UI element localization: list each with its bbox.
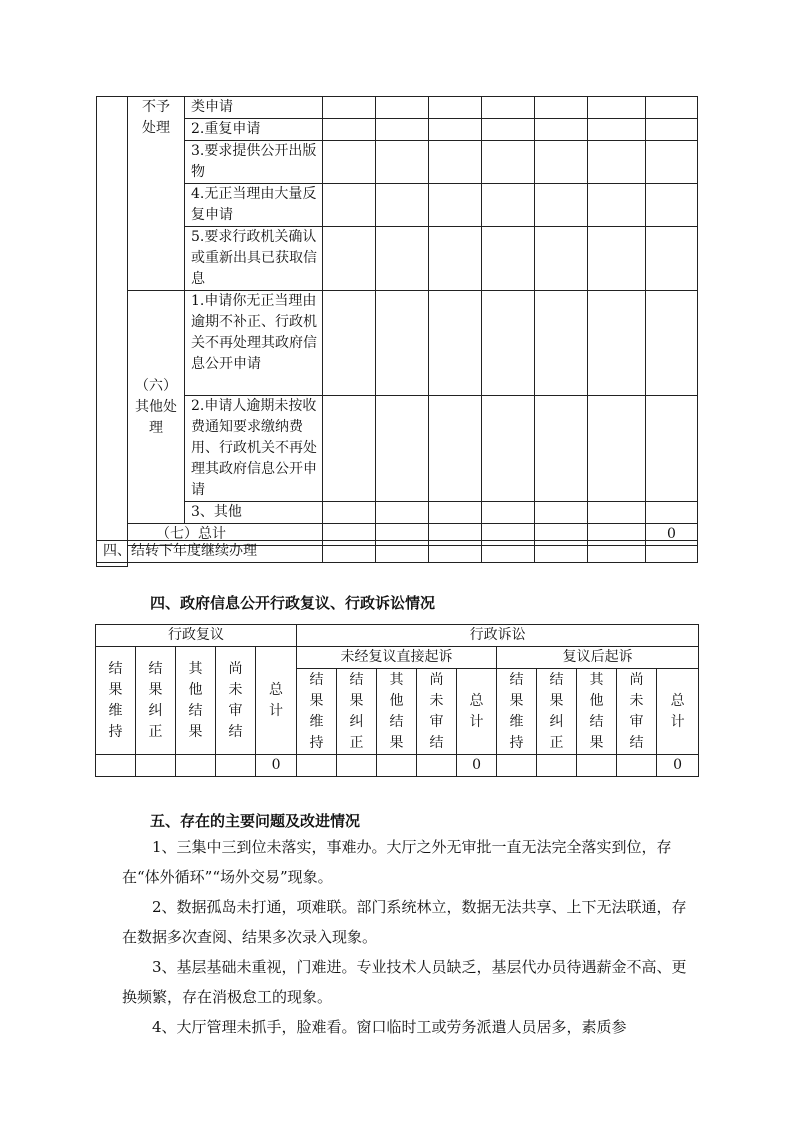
col-header: 结果维持 (96, 647, 136, 755)
paragraph: 3、基层基础未重视，门难进。专业技术人员缺乏，基层代办员待遇薪金不高、更换频繁，存在消极怠工的现象。 (122, 958, 687, 1006)
col-header: 总计 (457, 669, 497, 755)
sub-item: 3、其他 (185, 502, 323, 524)
total-value: 0 (646, 524, 698, 546)
col-header: 其他结果 (377, 669, 417, 755)
col-header: 总计 (256, 647, 297, 755)
direct-suit-header: 未经复议直接起诉 (297, 647, 497, 669)
value-cell: 0 (457, 755, 497, 777)
col-header: 结果纠正 (337, 669, 377, 755)
col-header: 其他结果 (577, 669, 617, 755)
col-header: 总计 (657, 669, 699, 755)
col-header: 结果纠正 (537, 669, 577, 755)
value-cell (216, 755, 256, 777)
sub-item: 4.无正当理由大量反复申请 (185, 184, 323, 227)
value-cell (176, 755, 216, 777)
total-label: （七）总计 (128, 524, 323, 546)
sub-item: 2.重复申请 (185, 119, 323, 141)
application-handling-table (96, 96, 698, 567)
value-cell (497, 755, 537, 777)
paragraph: 2、数据孤岛未打通，项难联。部门系统林立，数据无法共享、上下无法联通，存在数据多次查阅、结果多次录入现象。 (122, 898, 687, 946)
sub-item: 类申请 (185, 97, 323, 119)
value-cell (96, 755, 136, 777)
sub-item: 1.申请你无正当理由逾期不补正、行政机关不再处理其政府信息公开申请 (185, 291, 323, 396)
col-header: 结果维持 (297, 669, 337, 755)
col-header: 尚未审结 (617, 669, 657, 755)
category-not-processed (128, 97, 185, 291)
col-header: 结果纠正 (136, 647, 176, 755)
carry-over-table (96, 540, 698, 563)
category-label: （六）其他处理 (135, 377, 177, 436)
category-other (128, 291, 185, 524)
col-header: 尚未审结 (216, 647, 256, 755)
value-cell (537, 755, 577, 777)
value-cell (377, 755, 417, 777)
value-cell: 0 (256, 755, 297, 777)
value-cell (617, 755, 657, 777)
paragraph: 4、大厅管理未抓手，脸难看。窗口临时工或劳务派遣人员居多，素质参 (152, 1018, 627, 1036)
paragraph: 1、三集中三到位未落实，事难办。大厅之外无审批一直无法完全落实到位，存在“体外循环”“场外交易”现象。 (122, 838, 672, 886)
section-4-title: 四、政府信息公开行政复议、行政诉讼情况 (150, 594, 436, 612)
carry-over-label: 四、结转下年度继续办理 (97, 541, 323, 563)
section-5-title: 五、存在的主要问题及改进情况 (150, 812, 361, 830)
value-cell (337, 755, 377, 777)
value-cell (417, 755, 457, 777)
value-cell: 0 (657, 755, 699, 777)
value-cell (297, 755, 337, 777)
category-label: 不予处理 (142, 99, 170, 136)
review-header: 行政复议 (96, 625, 297, 647)
value-cell (136, 755, 176, 777)
outer-category-cell (97, 97, 128, 567)
review-litigation-table (95, 624, 699, 777)
col-header: 尚未审结 (417, 669, 457, 755)
col-header: 其他结果 (176, 647, 216, 755)
value-cell (577, 755, 617, 777)
col-header: 结果维持 (497, 669, 537, 755)
sub-item: 2.申请人逾期未按收费通知要求缴纳费用、行政机关不再处理其政府信息公开申请 (185, 396, 323, 502)
after-review-header: 复议后起诉 (497, 647, 699, 669)
sub-item: 3.要求提供公开出版物 (185, 141, 323, 184)
litigation-header: 行政诉讼 (297, 625, 699, 647)
sub-item: 5.要求行政机关确认或重新出具已获取信息 (185, 227, 323, 291)
